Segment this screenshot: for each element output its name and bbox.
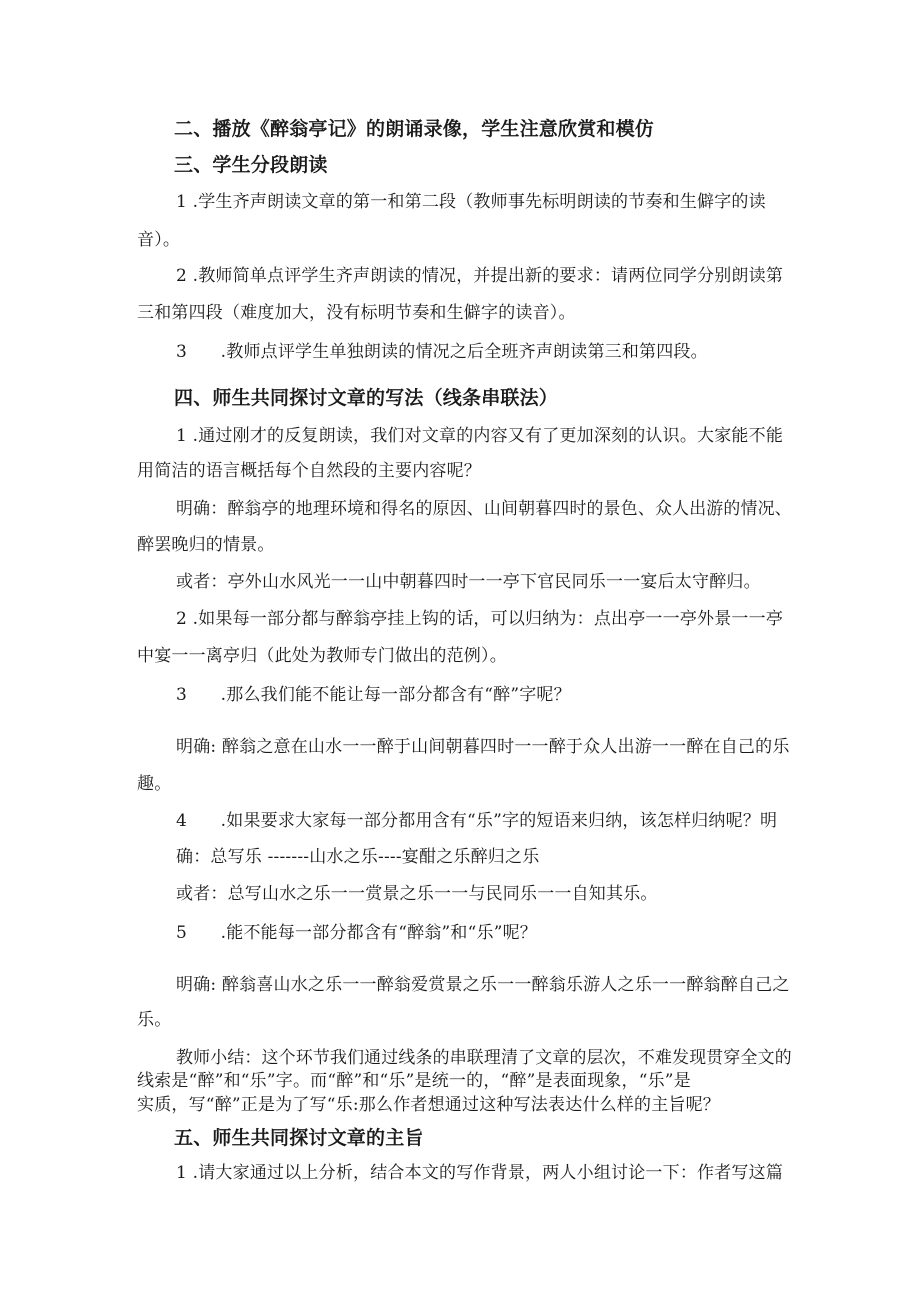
paragraph-line: 3 .那么我们能不能让每一部分都含有“醉”字呢？ (176, 685, 571, 705)
paragraph-line: 用简洁的语言概括每个自然段的主要内容呢？ (137, 461, 481, 481)
section-heading-4: 四、师生共同探讨文章的写法（线条串联法） (174, 387, 559, 409)
paragraph-line: 2 .如果每一部分都与醉翁亭挂上钩的话，可以归纳为：点出亭一一亭外景一一亭 (176, 609, 784, 629)
paragraph-line: 或者：亭外山水风光一一山中朝暮四时一一亭下官民同乐一一宴后太守醉归。 (176, 572, 761, 592)
paragraph-line: 教师小结：这个环节我们通过线条的串联理清了文章的层次，不难发现贯穿全文的 (176, 1047, 792, 1067)
paragraph-line: 2 .教师简单点评学生齐声朗读的情况，并提出新的要求：请两位同学分别朗读第 (176, 266, 784, 286)
paragraph-line: 1 .通过刚才的反复朗读，我们对文章的内容又有了更加深刻的认识。大家能不能 (176, 426, 784, 446)
paragraph-line: 醉罢晚归的情景。 (137, 535, 275, 555)
section-heading-3: 三、学生分段朗读 (174, 154, 328, 176)
paragraph-line: 明确: 醉翁之意在山水一一醉于山间朝暮四时一一醉于众人出游一一醉在自己的乐 (176, 737, 790, 757)
paragraph-line: 3 .教师点评学生单独朗读的情况之后全班齐声朗读第三和第四段。 (176, 342, 708, 362)
paragraph-line: 4 .如果要求大家每一部分都用含有“乐”字的短语来归纳，该怎样归纳呢？明 (176, 811, 778, 831)
paragraph-line: 1 .请大家通过以上分析，结合本文的写作背景，两人小组讨论一下：作者写这篇 (176, 1163, 784, 1183)
section-heading-5: 五、师生共同探讨文章的主旨 (174, 1127, 424, 1149)
paragraph-line: 1 .学生齐声朗读文章的第一和第二段（教师事先标明朗读的节奏和生僻字的读 (176, 192, 766, 212)
paragraph-line: 三和第四段（难度加大，没有标明节奏和生僻字的读音）。 (137, 303, 576, 323)
paragraph-line: 乐。 (137, 1010, 172, 1030)
paragraph-line: 5 .能不能每一部分都含有“醉翁”和“乐”呢？ (176, 923, 538, 943)
section-heading-2: 二、播放《醉翁亭记》的朗诵录像，学生注意欣赏和模仿 (174, 118, 655, 140)
paragraph-line: 明确: 醉翁喜山水之乐一一醉翁爱赏景之乐一一醉翁乐游人之乐一一醉翁醉自己之 (176, 975, 790, 995)
paragraph-line: 音）。 (137, 230, 181, 250)
paragraph-line: 中宴一一离亭归（此处为教师专门做出的范例）。 (137, 646, 507, 666)
paragraph-line: 或者：总写山水之乐一一赏景之乐一一与民同乐一一自知其乐。 (176, 884, 658, 904)
paragraph-line: 明确：醉翁亭的地理环境和得名的原因、山间朝暮四时的景色、众人出游的情况、 (176, 498, 792, 518)
paragraph-line: 实质，写“醉”正是为了写“乐:那么作者想通过这种写法表达什么样的主旨呢？ (137, 1095, 720, 1115)
paragraph-line: 线索是“醉”和“乐”字。而“醉”和“乐”是统一的，“醉”是表面现象，“乐”是 (137, 1071, 691, 1091)
paragraph-line: 趣。 (137, 774, 172, 794)
paragraph-line: 确：总写乐 -------山水之乐----宴酣之乐醉归之乐 (176, 847, 540, 867)
